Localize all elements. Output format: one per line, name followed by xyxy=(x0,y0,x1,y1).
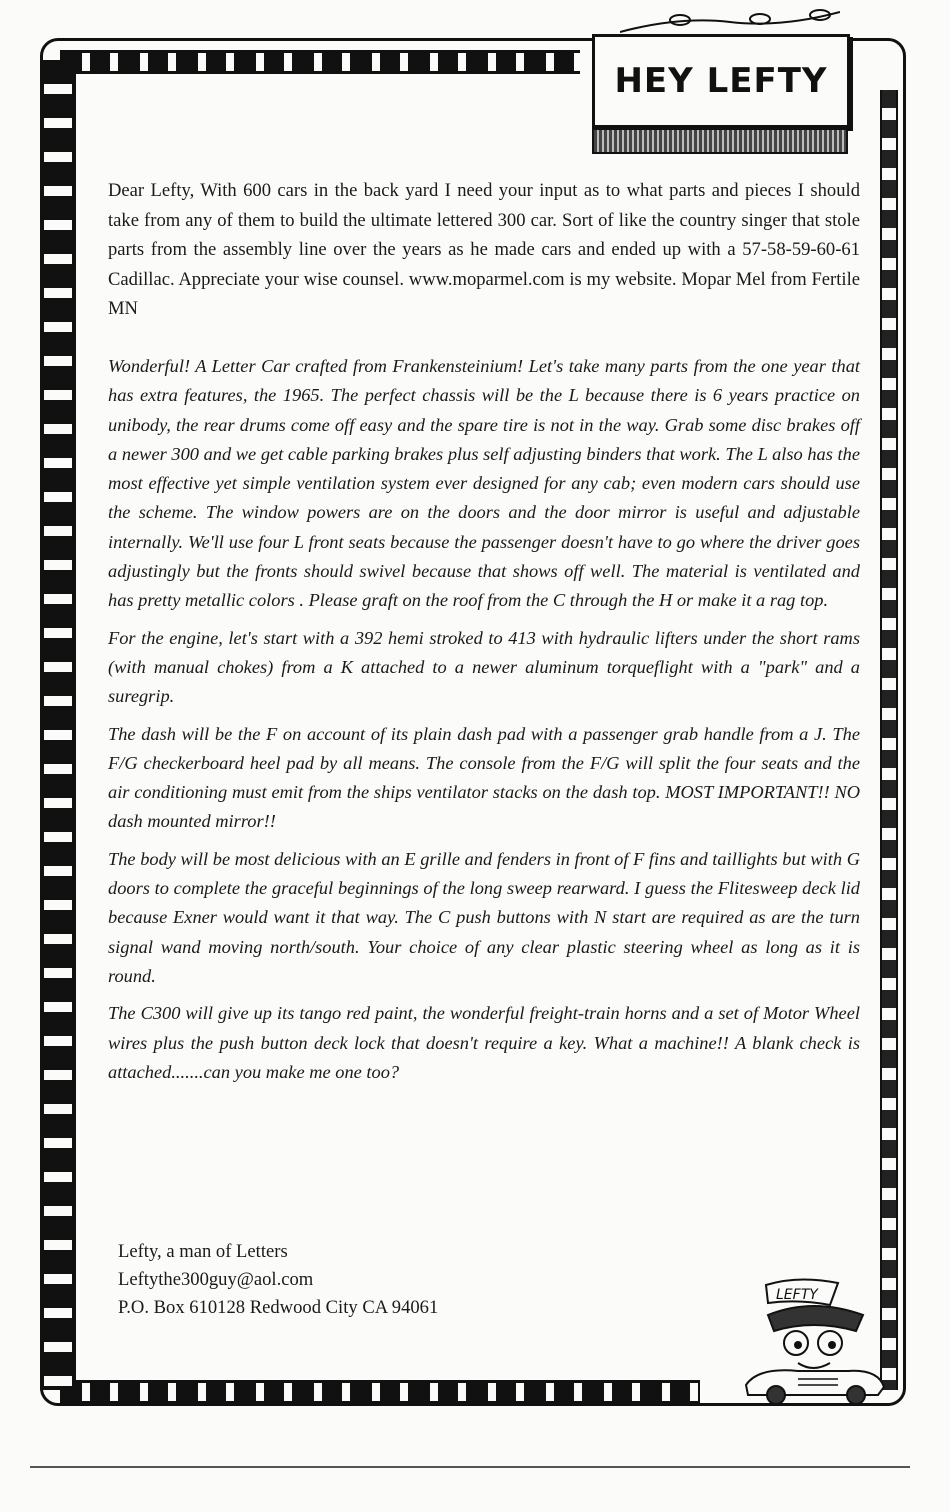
column-title-sign xyxy=(592,34,850,128)
sign-hanger-icon xyxy=(620,8,840,34)
svg-text:LEFTY: LEFTY xyxy=(776,1287,818,1303)
answer-paragraph: The dash will be the F on account of its plain dash pad with a passenger grab handle from a J. The F/G checkerboard heel pad by all means. The console from the F/G will split the four seats and the air conditioning must emit from the ships ventilator stacks on the dash top. MOST IMPORTANT!! NO dash mounted mirror!! xyxy=(108,723,860,832)
film-strip-left xyxy=(40,60,76,1390)
answer-paragraph: The C300 will give up its tango red paint, the wonderful freight-train horns and a set of Motor Wheel wires plus the push button deck lock that doesn't require a key. What a machine!! A blank check is attached.......can you make me one too? xyxy=(108,1003,860,1082)
column-title: HEY LEFTY xyxy=(614,61,828,101)
answer-paragraph: The body will be most delicious with an E grille and fenders in front of F fins and taillights but with G doors to complete the graceful beginnings of the long sweep rearward. I guess the Flitesweep deck lid because Exner would want it that way. The C push buttons with N start are required as are the turn signal wand moving north/south. Your choice of any clear plastic steering wheel as long as it is round. xyxy=(108,848,860,986)
signoff-name: Lefty, a man of Letters xyxy=(118,1241,288,1262)
answer-paragraph: Wonderful! A Letter Car crafted from Frankensteinium! Let's take many parts from the one year that has extra features, the 1965. The perfect chassis will be the L because there is 6 years practice on unibody, the rear drums come off easy and the spare tire is not in the way. Grab some disc brakes off a newer 300 and we get cable parking brakes plus self adjusting binders that work. The L also has the most effective yet simple ventilation system ever designed for any cab; even modern cars should use the scheme. The window powers are on the doors and the door mirror is useful and adjustable internally. We'll use four L front seats because the passenger doesn't have to go where the driver goes adjustingly but the fronts should swivel because that shows off well. The material is ventilated and has pretty metallic colors . Please graft on the roof from the C through the H or make it a rag top. xyxy=(108,356,860,611)
signoff-block xyxy=(118,1238,638,1322)
film-strip-top xyxy=(60,50,580,74)
film-strip-bottom xyxy=(60,1380,700,1404)
reader-letter: Dear Lefty, With 600 cars in the back yard I need your input as to what parts and pieces I should take from any of them to build the ultimate lettered 300 car. Sort of like the country singer that stole parts from the assembly line over the years as he made cars and ended up with a 57-58-59-60-61 Cadillac. Appreciate your wise counsel. www.moparmel.com is my website. Mopar Mel from Fertile MN xyxy=(108,180,860,319)
signoff-address: P.O. Box 610128 Redwood City CA 94061 xyxy=(118,1297,439,1318)
signoff-email: Leftythe300guy@aol.com xyxy=(118,1269,314,1290)
sign-fringe xyxy=(592,128,848,154)
lefty-answer xyxy=(108,352,860,1095)
answer-paragraph: For the engine, let's start with a 392 hemi stroked to 413 with hydraulic lifters under the short rams (with manual chokes) from a K attached to a newer aluminum torqueflight with a "park" and a suregrip. xyxy=(108,627,860,707)
footer-rule xyxy=(30,1466,910,1468)
cartoon-car-mascot-icon xyxy=(738,1275,888,1405)
film-strip-right xyxy=(880,90,898,1390)
